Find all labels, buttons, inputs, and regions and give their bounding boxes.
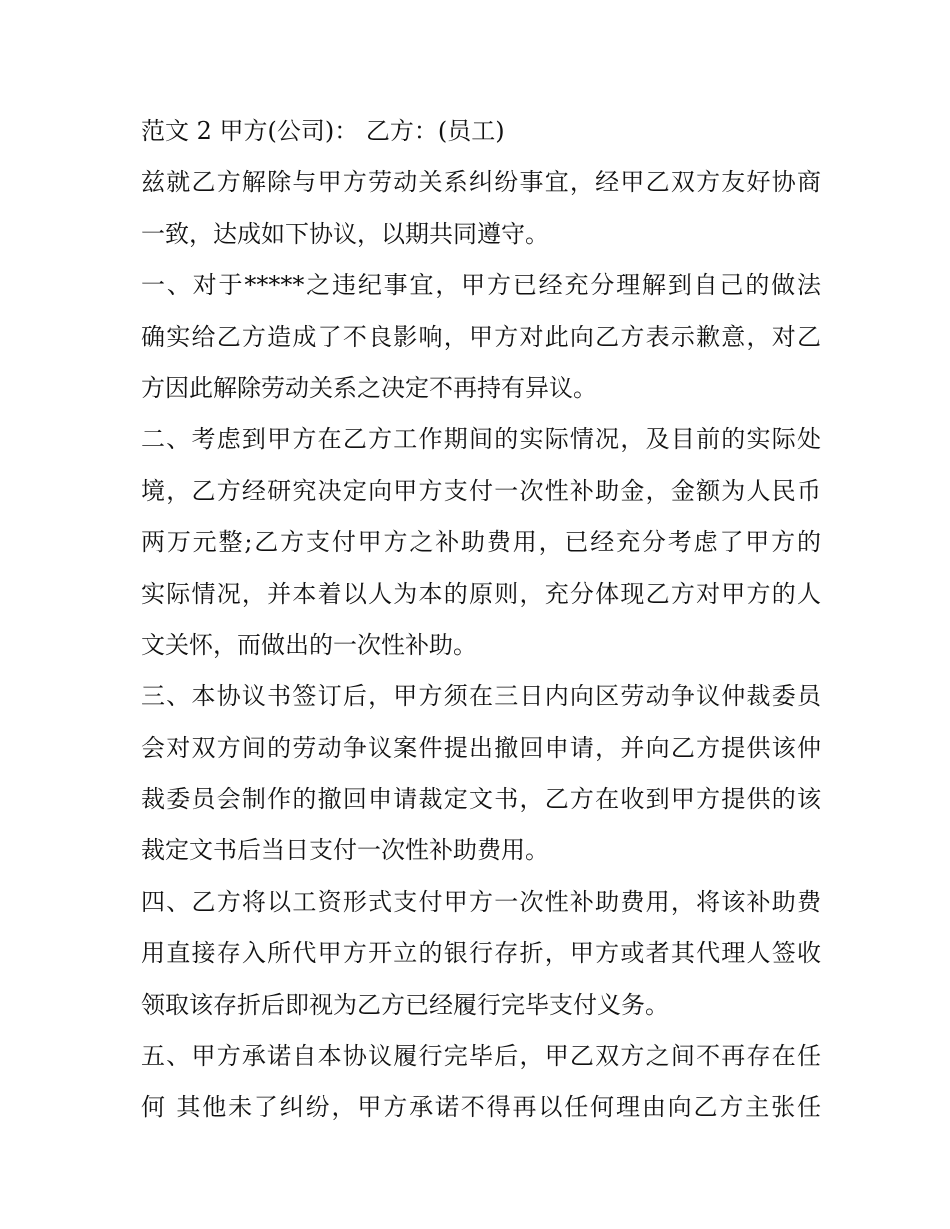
document-body	[141, 106, 821, 1134]
text-line: 五、甲方承诺自本协议履行完毕后，甲乙双方之间不再存在任	[141, 1042, 821, 1071]
text-line: 领取该存折后即视为乙方已经履行完毕支付义务。	[141, 990, 669, 1019]
text-line: 裁委员会制作的撤回申请裁定文书，乙方在收到甲方提供的该	[141, 785, 821, 814]
text-line: 会对双方间的劳动争议案件提出撤回申请，并向乙方提供该仲	[141, 733, 821, 762]
text-line: 实际情况，并本着以人为本的原则，充分体现乙方对甲方的人	[141, 579, 821, 608]
text-line: 裁定文书后当日支付一次性补助费用。	[141, 836, 549, 865]
text-line: 用直接存入所代甲方开立的银行存折，甲方或者其代理人签收	[141, 939, 821, 968]
text-line: 境，乙方经研究决定向甲方支付一次性补助金，金额为人民币	[141, 476, 821, 505]
text-line: 三、本协议书签订后，甲方须在三日内向区劳动争议仲裁委员	[141, 682, 821, 711]
text-line: 四、乙方将以工资形式支付甲方一次性补助费用，将该补助费	[141, 887, 821, 916]
text-line: 两万元整;乙方支付甲方之补助费用，已经充分考虑了甲方的	[141, 528, 821, 557]
text-line: 何 其他未了纠纷，甲方承诺不得再以任何理由向乙方主张任	[141, 1093, 821, 1122]
text-line: 二、考虑到甲方在乙方工作期间的实际情况，及目前的实际处	[141, 425, 821, 454]
text-line: 方因此解除劳动关系之决定不再持有异议。	[141, 373, 597, 402]
text-line: 一、对于*****之违纪事宜，甲方已经充分理解到自己的做法	[141, 271, 821, 300]
text-line-heading: 范文 2 甲方(公司)： 乙方：(员工)	[141, 117, 505, 145]
text-line: 兹就乙方解除与甲方劳动关系纠纷事宜，经甲乙双方友好协商	[141, 168, 821, 197]
text-line: 确实给乙方造成了不良影响，甲方对此向乙方表示歉意，对乙	[141, 322, 821, 351]
text-line: 一致，达成如下协议，以期共同遵守。	[141, 219, 549, 248]
text-line: 文关怀，而做出的一次性补助。	[141, 630, 477, 659]
